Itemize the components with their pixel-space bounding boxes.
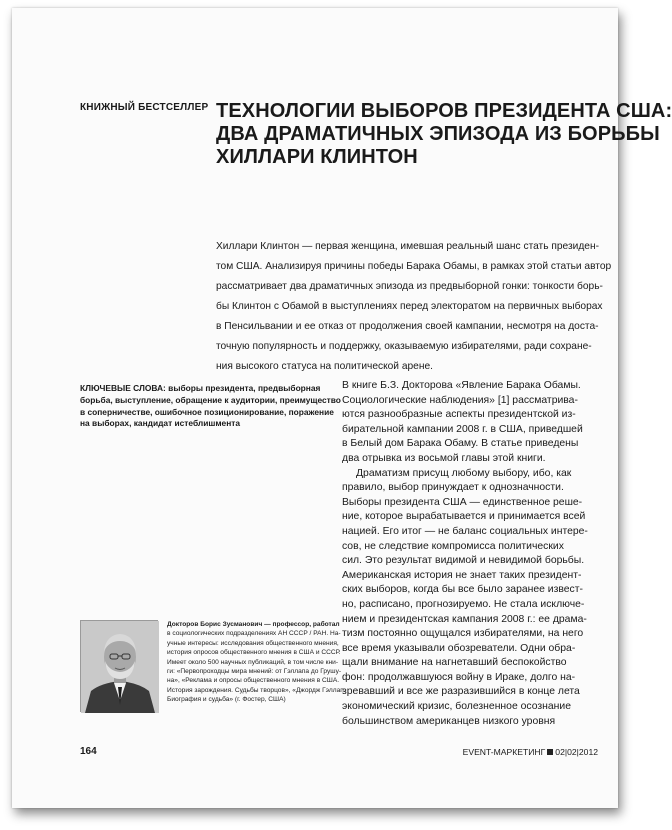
body-line: нацией. Его итог — не баланс социальных интере- [342,525,588,537]
body-line: зревавший и все же разразившийся в конце лета [342,686,580,698]
body-line: Драматизм присущ любому выбору, ибо, как [356,467,572,479]
body-line: но, расписано, прогнозируемо. Не стала исключе- [342,598,585,610]
page-number: 164 [80,746,97,757]
article-lead [216,237,612,377]
body-line: В книге Б.З. Докторова «Явление Барака Обамы. [342,380,581,391]
square-separator-icon [547,749,553,755]
bio-line: в социологических подразделениях АН СССР / РАН. На- [167,630,341,638]
bio-line: Докторов Борис Зусманович — профессор, работал [167,621,340,628]
issue-date: 02|02|2012 [555,747,598,757]
title-line: ТЕХНОЛОГИИ ВЫБОРОВ ПРЕЗИДЕНТА США: [216,100,672,122]
bio-line: ги: «Первопроходцы мира мнений: от Гэллапа до Грушу- [167,668,342,676]
footer-magazine-info [463,747,598,757]
keywords-line: КЛЮЧЕВЫЕ СЛОВА: выборы президента, предвыборная [80,383,321,393]
bio-line: История зарождения. Судьбы творцов», «Джордж Гэллап. [167,686,346,694]
bio-line: Биография и судьба» (г. Фостер, США) [167,696,286,704]
body-line: бирательной кампании 2008 г. в США, приведшей [342,423,583,435]
body-line: все время указывали обозреватели. Одни обра- [342,642,576,654]
keywords-line: на выборах, кандидат истеблишмента [80,418,241,429]
bio-line: история опросов общественного мнения в США и СССР. [167,649,341,657]
section-label: КНИЖНЫЙ БЕСТСЕЛЛЕР [80,102,209,113]
lead-line: точную популярность и поддержку, оказываемую избирателями, ради сохране- [216,341,592,352]
author-bio [167,620,346,705]
body-line: правило, выбор принуждает к однозначности. [342,482,564,494]
article-body [342,379,598,729]
lead-line: рассматривает два драматичных эпизода из предвыборной гонки: тонкости борь- [216,281,603,292]
bio-line: учные интересы: исследования общественного мнения, [167,639,339,647]
body-line: сов, не следствие компромисса политических [342,540,564,552]
lead-line: ния высокого статуса на политической арене. [216,361,433,372]
lead-line: бы Клинтон с Обамой в выступлениях перед электоратом на первичных выборах [216,301,603,312]
article-title [216,100,672,169]
body-line: щали внимание на нагнетавший беспокойство [342,657,567,669]
author-portrait-image [81,621,159,713]
bio-line: на», «Реклама и опросы общественного мнения в США. [167,677,340,685]
body-line: два отрывка из восьмой главы этой книги. [342,452,546,464]
magazine-page [12,8,672,808]
author-photo [80,620,158,712]
body-line: нием и президентская кампания 2008 г.: ее драма- [342,613,587,625]
magazine-name: EVENT-МАРКЕТИНГ [462,747,546,757]
body-line: ние, которое вырабатывается и принимается всей [342,511,586,523]
body-line: Выборы президента США — единственное реше- [342,496,583,508]
keywords-block [80,383,341,430]
body-line: в Белый дом Барака Обаму. В статье приведены [342,438,579,450]
lead-line: том США. Анализируя причины победы Барака Обамы, в рамках этой статьи автор [216,261,612,272]
body-line: Американская история не знает таких президент- [342,569,582,581]
body-line: экономический кризис, болезненное осознание [342,701,571,713]
lead-line: Хиллари Клинтон — первая женщина, имевшая реальный шанс стать президен- [216,241,599,252]
body-line: сил. Это результат видимой и невидимой борьбы. [342,555,585,567]
body-line: тизм постоянно ощущался избирателями, на него [342,628,584,640]
body-line: ются разнообразные аспекты президентской из- [342,409,576,421]
keywords-line: борьба, выступление, обращение к аудитории, преимущество [80,394,341,405]
bio-line: Имеет около 500 научных публикаций, в том числе кни- [167,658,339,666]
body-line: большинством американцев низкого уровня [342,715,556,727]
lead-line: в Пенсильвании и ее отказ от продолжения своей кампании, несмотря на доста- [216,321,599,332]
keywords-line: в соперничестве, ошибочное позиционирование, поражение [80,406,334,417]
title-line: ДВА ДРАМАТИЧНЫХ ЭПИЗОДА ИЗ БОРЬБЫ [216,123,660,145]
body-line: ских выборов, когда бы все было заранее извест- [342,584,583,596]
body-line: Социологические наблюдения» [1] рассматрива- [342,394,578,406]
body-line: фон: продолжавшуюся войну в Ираке, долго на- [342,671,576,683]
title-line: ХИЛЛАРИ КЛИНТОН [216,146,418,168]
